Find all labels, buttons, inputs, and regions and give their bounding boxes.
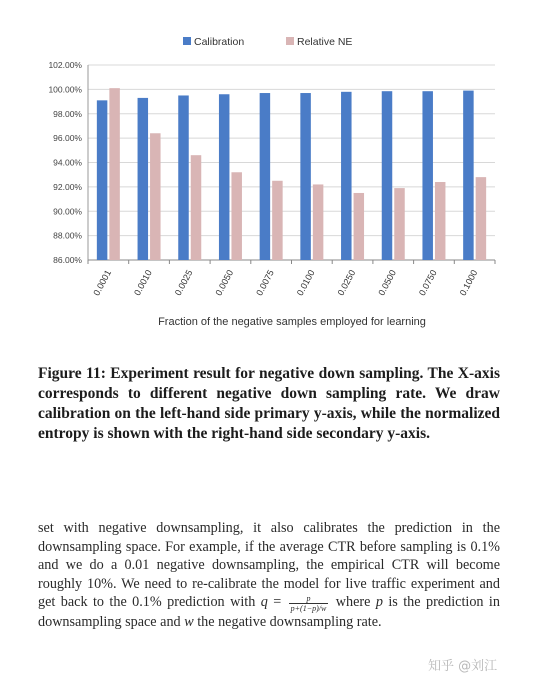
legend-label: Calibration <box>194 36 245 48</box>
fraction-denominator: p+(1−p)/w <box>290 603 327 613</box>
bar-calibration <box>341 92 352 260</box>
x-tick-label: 0.0750 <box>416 268 439 298</box>
bar-calibration <box>300 93 311 260</box>
y-tick-label: 92.00% <box>53 181 82 192</box>
body-text-part1: set with negative downsampling, it also calibrates the prediction in the downsampling space. For example, if the average CTR before sampling is 0.1% and we do a 0.01 negative downsampling, the empirical CTR will become roughly 10%. We need to re-calibrate the model for live traffic experiment and get back to the 0.1% prediction with <box>38 520 500 611</box>
x-tick-label: 0.1000 <box>457 268 480 298</box>
bar-calibration <box>260 93 271 260</box>
x-tick-label: 0.0010 <box>132 268 154 298</box>
chart-gridlines <box>88 65 495 260</box>
fraction-numerator: p <box>289 594 329 604</box>
y-tick-label: 96.00% <box>53 133 82 144</box>
x-axis-ticks <box>88 260 495 297</box>
bar-relative-ne <box>109 88 120 260</box>
legend-swatch <box>183 37 191 45</box>
x-axis-label: Fraction of the negative samples employed for learning <box>158 316 426 328</box>
body-paragraph <box>38 519 500 631</box>
x-tick-label: 0.0500 <box>376 268 399 298</box>
legend-swatch <box>286 37 294 45</box>
bar-calibration <box>382 91 393 260</box>
x-tick-label: 0.0100 <box>294 268 317 298</box>
bar-calibration <box>97 100 108 260</box>
y-tick-label: 90.00% <box>53 206 82 217</box>
bar-calibration <box>219 94 230 260</box>
body-text-part3: is the prediction in downsampling space and <box>38 594 500 630</box>
bar-relative-ne <box>435 182 446 260</box>
y-tick-label: 86.00% <box>53 255 82 265</box>
x-tick-label: 0.0001 <box>91 268 114 298</box>
y-tick-label: 98.00% <box>53 108 82 119</box>
chart-legend <box>183 36 352 48</box>
y-tick-label: 88.00% <box>53 230 82 241</box>
y-tick-label: 100.00% <box>48 84 82 95</box>
bar-relative-ne <box>231 172 242 260</box>
bar-relative-ne <box>394 188 405 260</box>
x-tick-label: 0.0250 <box>335 268 358 298</box>
var-p: p <box>375 594 383 611</box>
equals-sign: = <box>267 594 287 611</box>
legend-label: Relative NE <box>297 36 353 48</box>
bar-relative-ne <box>313 184 324 260</box>
bar-relative-ne <box>150 133 161 260</box>
figure-caption: Figure 11: Experiment result for negative down sampling. The X-axis corresponds to different negative down sampling rate. We draw calibration on the left-hand side primary y-axis, while the normalized entropy is shown with the right-hand side secondary y-axis. <box>38 365 500 442</box>
x-tick-label: 0.0075 <box>254 268 276 298</box>
bar-calibration <box>138 98 149 260</box>
var-q: q <box>260 594 268 611</box>
bar-relative-ne <box>272 181 283 260</box>
bar-calibration <box>422 91 433 260</box>
fraction <box>289 594 329 613</box>
var-w: w <box>184 613 194 630</box>
y-tick-label: 94.00% <box>53 157 82 168</box>
bar-relative-ne <box>354 193 365 260</box>
x-tick-label: 0.0025 <box>172 268 195 298</box>
x-tick-label: 0.0050 <box>213 268 236 298</box>
body-text-part2: where <box>330 594 376 611</box>
bar-calibration <box>178 95 189 260</box>
body-text-part4: the negative downsampling rate. <box>193 613 382 630</box>
bar-relative-ne <box>476 177 487 260</box>
watermark: 知乎 @刘江 <box>428 659 498 674</box>
bar-relative-ne <box>191 155 202 260</box>
bar-calibration <box>463 91 474 260</box>
y-tick-label: 102.00% <box>48 60 82 70</box>
y-axis-ticks <box>48 60 82 265</box>
